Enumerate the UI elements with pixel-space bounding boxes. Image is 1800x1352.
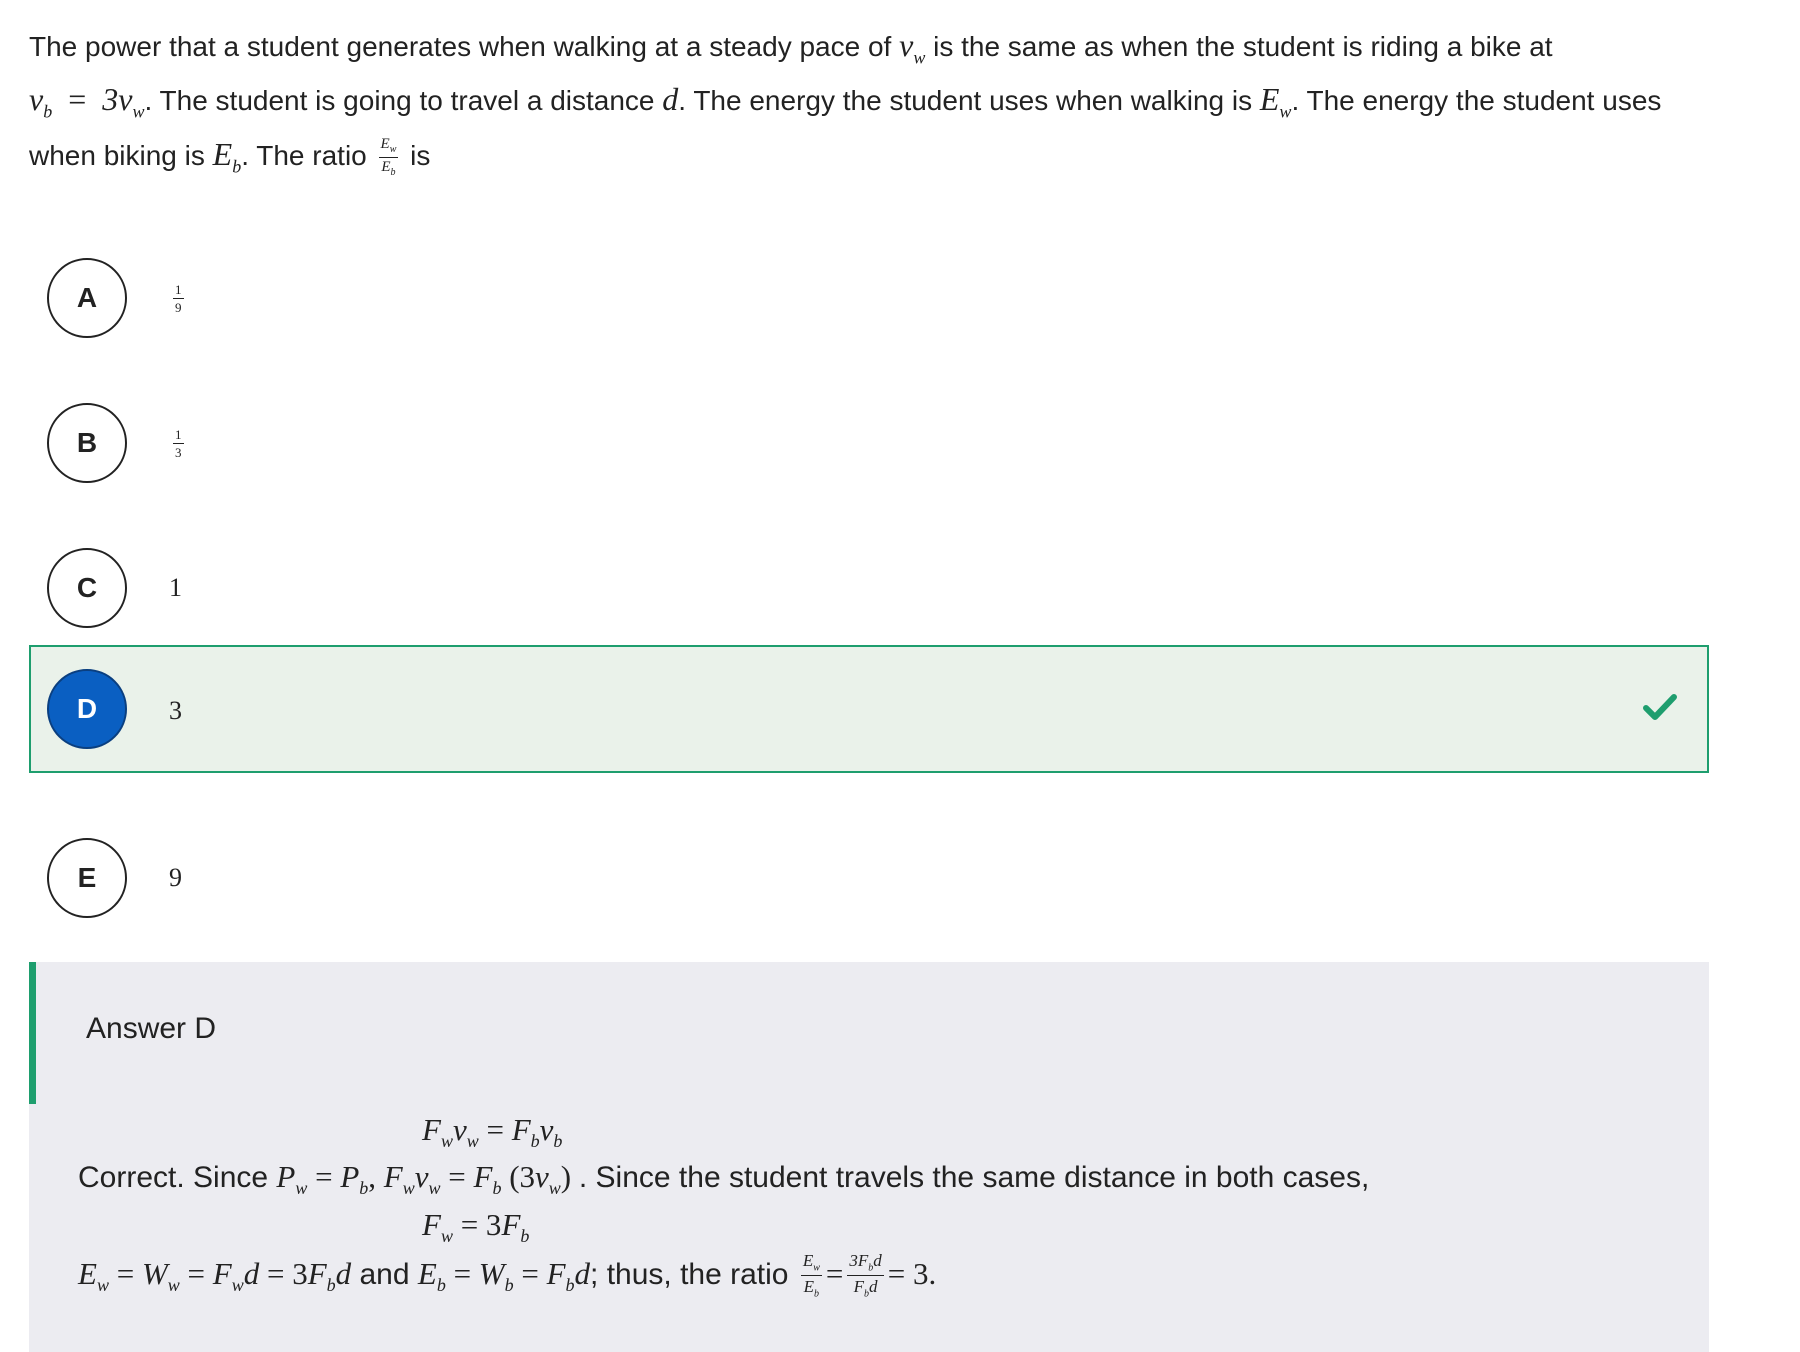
option-c[interactable] [29,524,1709,652]
answer-title: Answer D [86,1012,217,1045]
ratio-fraction-2: $\frac{3F_bd}{F_bd}$ [849,1251,882,1300]
option-value-c: 1 [169,573,182,602]
ratio-fraction-1: $\frac{E_w}{E_b}$ [802,1251,820,1300]
option-letter-a: A [47,258,127,338]
option-b[interactable] [29,379,1709,507]
check-icon [1643,693,1677,721]
solution-line-4: $E_w = W_w = F_wd = 3F_bd$ and $E_b = W_b = F_bd$; thus, the ratio $\frac{E_w}{E_b}$ = $\frac{3F_bd}{F_bd}$ = 3. [78,1251,937,1300]
option-letter-d: D [47,669,127,749]
option-value-b: $\frac{1}{3}$ [175,426,182,460]
option-value-d: 3 [169,696,182,725]
option-letter-e: E [47,838,127,918]
question-line-3: when biking is $E_b$. The ratio $\frac{E_w}{E_b}$ is [29,135,431,178]
question-line-1: The power that a student generates when walking at a steady pace of $v_w$ is the same as when the student is riding a bike at [29,27,1553,68]
option-letter-b: B [47,403,127,483]
solution-line-2: Correct. Since $P_w = P_b$, $F_wv_w = F_b$ $(3v_w)$ . Since the student travels the same distance in both cases, [78,1159,1370,1199]
question-line-2: $v_b = 3v_w$. The student is going to travel a distance d. The energy the student uses when walking is $E_w$. The energy the student uses [29,81,1662,122]
option-value-e: 9 [169,863,182,892]
answer-accent-bar [29,962,36,1104]
option-d[interactable] [29,645,1709,773]
answer-explanation [29,962,1709,1352]
option-letter-c: C [47,548,127,628]
ratio-fraction: $\frac{E_w}{E_b}$ [380,135,397,178]
option-a[interactable] [29,234,1709,362]
question-text [29,24,1729,187]
solution-line-1: $F_wv_w = F_bv_b$ [422,1112,563,1152]
option-value-a: $\frac{1}{9}$ [175,281,182,315]
solution-line-3: $F_w = 3F_b$ [422,1207,530,1247]
option-e[interactable] [29,814,1709,942]
